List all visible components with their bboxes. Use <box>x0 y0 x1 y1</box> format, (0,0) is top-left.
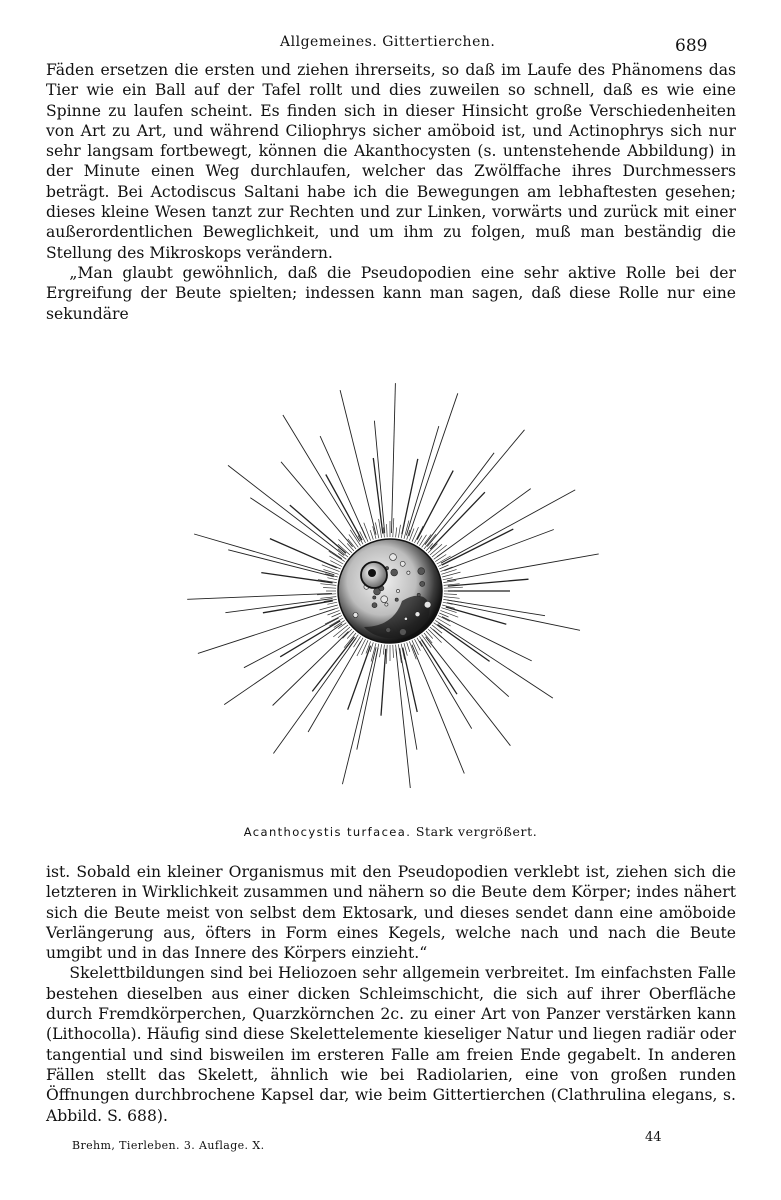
text-block-top <box>46 60 736 324</box>
halo-bristle <box>323 588 336 589</box>
halo-bristle <box>443 599 462 602</box>
halo-bristle <box>380 644 382 657</box>
halo-bristle <box>393 518 394 537</box>
halo-bristle <box>375 644 378 660</box>
sheet-number: 44 <box>645 1130 662 1145</box>
halo-bristle <box>396 527 397 537</box>
spine <box>280 621 340 657</box>
halo-bristle <box>354 636 361 647</box>
spine <box>437 489 531 557</box>
spine <box>228 550 334 577</box>
granule <box>373 596 376 599</box>
granule <box>386 628 391 633</box>
paragraph: ist. Sobald ein kleiner Organismus mit den Pseudopodien verklebt ist, ziehen sich die letzteren in Wirklichkeit zusammen und nähern so die Beute dem Körper; indes nähert sich die Beute meist von selbst dem Ektosark, und dieses sendet dann eine amöboide Verlängerung aus, öfters in Form eines Kegels, welche nach und nach die Beute umgibt und in das Innere des Körpers einzieht.“ <box>46 863 736 963</box>
halo-bristle <box>443 581 456 583</box>
halo-bristle <box>415 639 421 651</box>
spine <box>357 648 378 750</box>
organism-drawing <box>170 323 610 823</box>
caption-note: Stark vergrößert. <box>415 824 538 839</box>
spine <box>433 630 509 697</box>
halo-bristle <box>320 597 336 599</box>
nucleolus <box>368 569 376 577</box>
halo-bristle <box>407 642 410 652</box>
granule <box>385 603 388 606</box>
halo-bristle <box>393 645 394 658</box>
spine <box>187 593 332 599</box>
halo-bristle <box>387 524 388 537</box>
spine <box>392 383 396 533</box>
granule <box>415 612 420 617</box>
halo-bristle <box>375 523 378 539</box>
granule <box>381 596 388 603</box>
halo-bristle <box>444 594 457 595</box>
spine <box>448 579 529 586</box>
spine <box>342 647 376 784</box>
spine <box>224 624 342 705</box>
spine <box>228 465 344 555</box>
spine <box>447 603 580 631</box>
granule <box>417 593 420 596</box>
halo-bristle <box>383 645 384 655</box>
halo-bristle <box>327 602 337 604</box>
spine <box>442 529 514 565</box>
granule <box>395 598 398 601</box>
granule <box>424 601 431 608</box>
spine <box>273 632 349 706</box>
halo-bristle <box>428 544 437 553</box>
granule <box>391 569 398 576</box>
halo-bristle <box>437 556 451 564</box>
page-number: 689 <box>675 36 708 56</box>
halo-bristle <box>438 558 455 567</box>
granule <box>396 589 399 592</box>
granule <box>372 603 377 608</box>
spine <box>312 637 354 692</box>
halo-bristle <box>329 556 343 564</box>
spine <box>441 490 575 563</box>
halo-bristle <box>343 629 352 638</box>
halo-bristle <box>327 578 337 580</box>
granule <box>400 561 405 566</box>
halo-bristle <box>370 642 373 652</box>
halo-bristle <box>443 578 453 580</box>
spine <box>381 649 386 716</box>
running-title: Allgemeines. Gittertierchen. <box>280 34 496 50</box>
halo-bristle <box>370 530 373 540</box>
halo-bristle <box>444 587 463 588</box>
footer-signature: Brehm, Tierleben. 3. Auflage. X. <box>72 1139 265 1152</box>
granule <box>404 617 407 620</box>
spine <box>439 623 553 698</box>
spine <box>406 426 438 535</box>
halo-bristle <box>439 613 448 617</box>
halo-bristle <box>398 525 400 538</box>
paragraph: Skelettbildungen sind bei Heliozoen sehr allgemein verbreitet. Im einfachsten Falle bestehen dieselben aus einer dicken Schleimschicht, die sich auf ihrer Oberfläche durch Fremdkörperchen, Quarzkörnchen 2c. zu einer Art von Panzer verstärken kann (Lithocolla). Häufig sind diese Skelettelemente kieseliger Natur und liegen radiär oder tangential und sind bisweilen im ersteren Falle am freien Ende gegabelt. In anderen Fällen stellt das Skelett, ähnlich wie bei Radiolarien, eine von großen runden Öffnungen durchbrochene Kapsel dar, wie beim Gittertierchen (Clathrulina elegans, s. Abbild. S. 688). <box>46 964 736 1125</box>
halo-bristle <box>357 639 366 656</box>
halo-bristle <box>332 565 341 569</box>
halo-bristle <box>424 633 432 643</box>
halo-bristle <box>415 526 424 543</box>
spine <box>420 641 472 729</box>
halo-bristle <box>362 527 369 542</box>
halo-bristle <box>440 610 458 617</box>
spine <box>425 453 494 545</box>
halo-bristle <box>325 616 342 625</box>
spine <box>326 475 362 541</box>
granule <box>420 581 425 586</box>
granule <box>400 629 407 636</box>
halo-bristle <box>409 641 416 659</box>
halo-bristle <box>444 597 460 599</box>
halo-bristle <box>435 555 446 562</box>
halo-bristle <box>332 613 341 617</box>
caption-species: Acanthocystis turfacea. <box>243 825 412 839</box>
halo-bristle <box>439 565 448 569</box>
halo-bristle <box>362 640 369 655</box>
halo-bristle <box>386 645 387 664</box>
spine <box>426 637 511 746</box>
halo-bristle <box>422 534 431 547</box>
halo-bristle <box>349 635 358 648</box>
granule <box>353 613 358 618</box>
granule <box>418 568 425 575</box>
figure-caption <box>0 824 781 839</box>
spine <box>447 554 599 581</box>
halo-bristle <box>426 631 433 639</box>
paragraph: Fäden ersetzen die ersten und ziehen ihrerseits, so daß im Laufe des Phänomens das Tier wie ein Ball auf der Tafel rollt und dies zuweilen so schnell, daß es wie eine Spinne zu laufen scheint. Es finden sich in dieser Hinsicht große Verschiedenheiten von Art zu Art, und während Ciliophrys sicher amöboid ist, und Actinophrys sich nur sehr langsam fortbewegt, können die Akanthocysten (s. untenstehende Abbildung) in der Minute einen Weg durchlaufen, welcher das Zwölffache ihres Durchmessers beträgt. Bei Actodiscus Saltani habe ich die Bewegungen am lebhaftesten gesehen; dieses kleine Wesen tanzt zur Rechten und zur Linken, vorwärts und zurück mit einer außerordentlichen Beweglichkeit, und um ihm zu folgen, muß man beständig die Stellung des Mikroskops verändern. <box>46 61 736 262</box>
spine <box>244 618 339 668</box>
spine <box>340 390 376 535</box>
paragraph: „Man glaubt gewöhnlich, daß die Pseudopodien eine sehr aktive Rolle bei der Ergreifung der Beute spielten; indessen kann man sagen, daß diese Rolle nur eine sekundäre <box>46 263 736 323</box>
granule <box>407 571 410 574</box>
halo-bristle <box>401 523 404 539</box>
spine <box>273 638 356 753</box>
halo-bristle <box>364 523 371 541</box>
acanthocystis-illustration <box>170 323 610 823</box>
halo-bristle <box>320 584 336 586</box>
halo-bristle <box>348 539 356 549</box>
granule <box>390 554 397 561</box>
text-block-bottom <box>46 862 736 1126</box>
